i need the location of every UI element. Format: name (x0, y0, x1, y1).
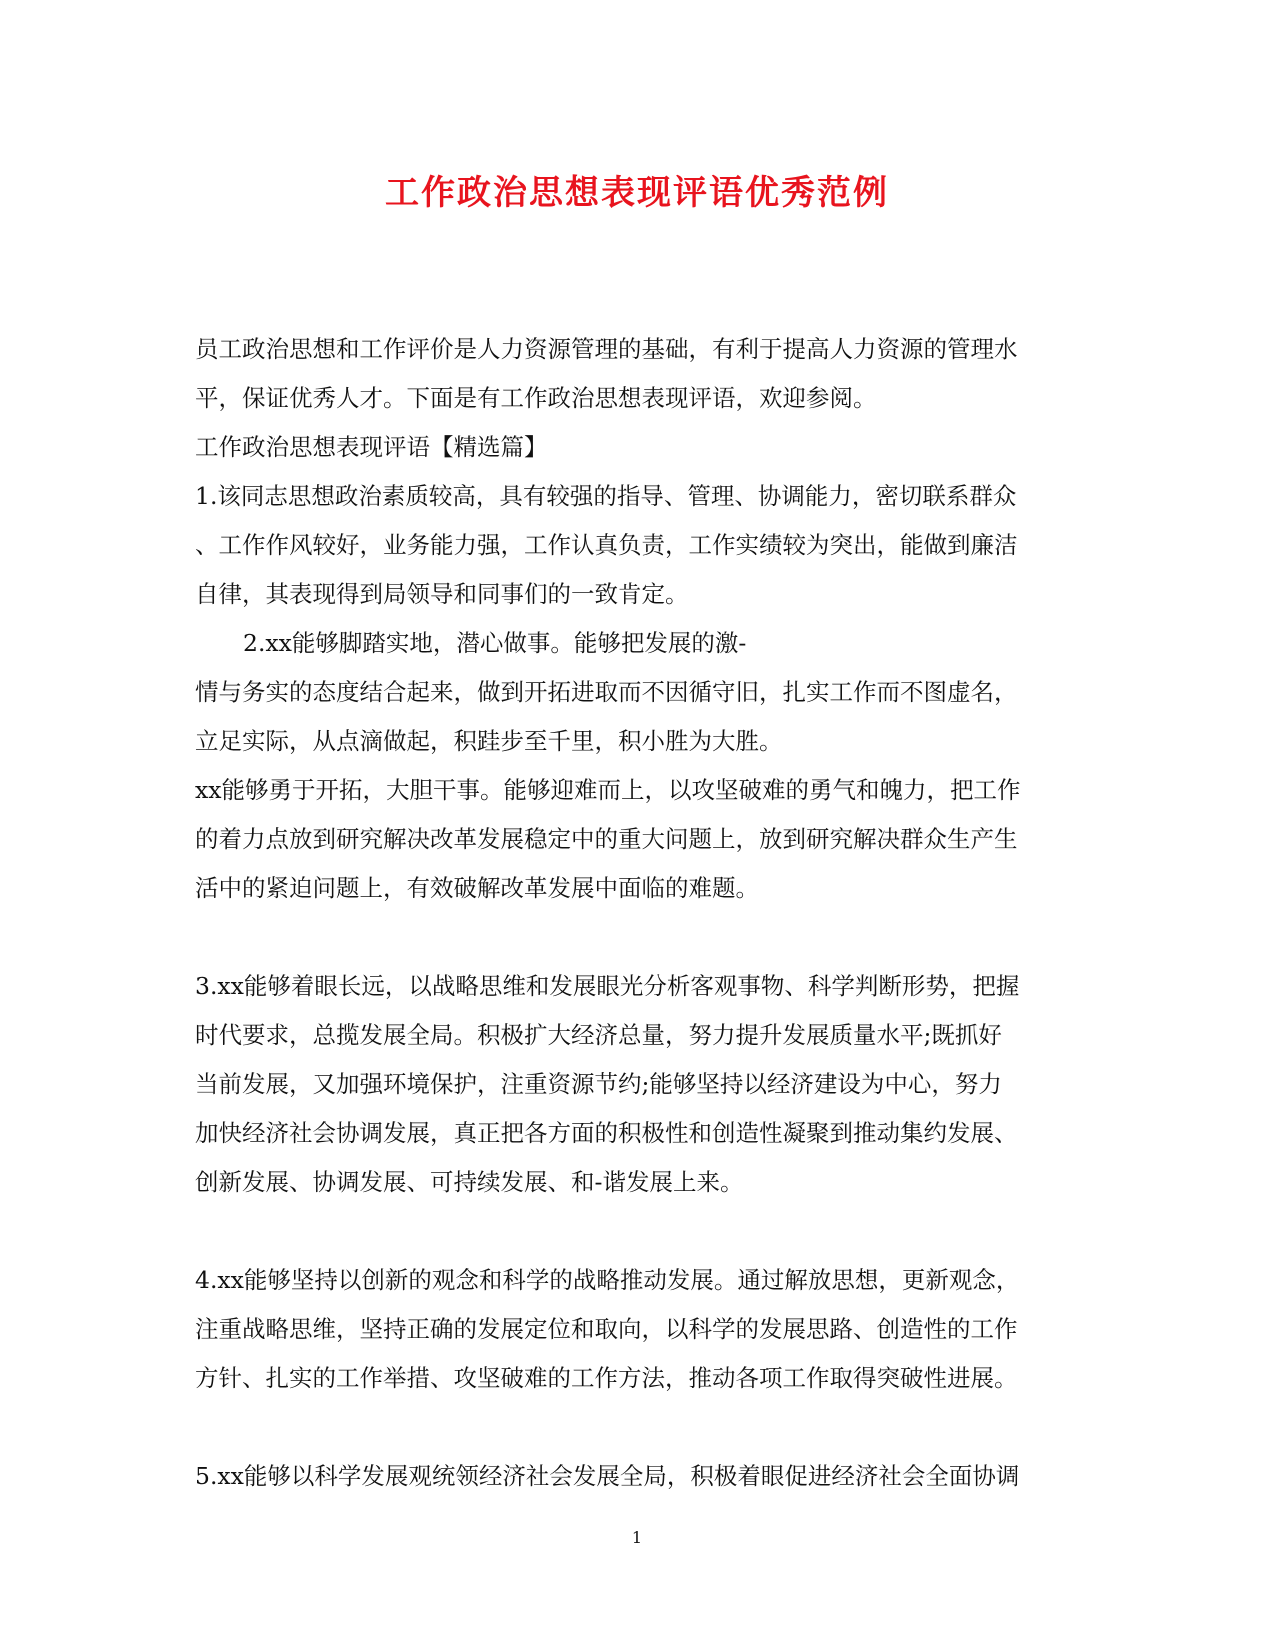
document-body (195, 325, 1075, 1501)
text-line: 3.xx能够着眼长远，以战略思维和发展眼光分析客观事物、科学判断形势，把握 (195, 972, 1020, 1000)
text-line: 工作政治思想表现评语【精选篇】 (195, 433, 548, 461)
page-number: 1 (631, 1528, 643, 1547)
text-line: 注重战略思维，坚持正确的发展定位和取向，以科学的发展思路、创造性的工作 (195, 1315, 1018, 1343)
text-line: 平，保证优秀人才。下面是有工作政治思想表现评语，欢迎参阅。 (195, 384, 877, 412)
text-line: 4.xx能够坚持以创新的观念和科学的战略推动发展。通过解放思想，更新观念， (195, 1266, 1020, 1294)
text-line: 活中的紧迫问题上，有效破解改革发展中面临的难题。 (195, 874, 759, 902)
text-line: xx能够勇于开拓，大胆干事。能够迎难而上，以攻坚破难的勇气和魄力，把工作 (195, 776, 1021, 804)
text-line: 2.xx能够脚踏实地，潜心做事。能够把发展的激- (243, 629, 747, 657)
text-line: 员工政治思想和工作评价是人力资源管理的基础，有利于提高人力资源的管理水 (195, 335, 1018, 363)
text-line: 自律，其表现得到局领导和同事们的一致肯定。 (195, 580, 689, 608)
paragraph-gap (195, 1207, 1075, 1256)
text-line: 方针、扎实的工作举措、攻坚破难的工作方法，推动各项工作取得突破性进展。 (195, 1364, 1018, 1392)
text-line: 时代要求，总揽发展全局。积极扩大经济总量，努力提升发展质量水平;既抓好 (195, 1021, 1002, 1049)
text-line: 的着力点放到研究解决改革发展稳定中的重大问题上，放到研究解决群众生产生 (195, 825, 1018, 853)
text-line: 创新发展、协调发展、可持续发展、和-谐发展上来。 (195, 1168, 744, 1196)
text-line: 当前发展，又加强环境保护，注重资源节约;能够坚持以经济建设为中心，努力 (195, 1070, 1002, 1098)
text-line: 1.该同志思想政治素质较高，具有较强的指导、管理、协调能力，密切联系群众 (195, 482, 1017, 510)
paragraph-gap (195, 913, 1075, 962)
text-line: 、工作作风较好，业务能力强，工作认真负责，工作实绩较为突出，能做到廉洁 (195, 531, 1018, 559)
text-line: 5.xx能够以科学发展观统领经济社会发展全局，积极着眼促进经济社会全面协调 (195, 1462, 1020, 1490)
text-line: 情与务实的态度结合起来，做到开拓进取而不因循守旧，扎实工作而不图虚名， (195, 678, 1018, 706)
document-title: 工作政治思想表现评语优秀范例 (385, 173, 889, 213)
paragraph-gap (195, 1403, 1075, 1452)
text-line: 立足实际，从点滴做起，积跬步至千里，积小胜为大胜。 (195, 727, 783, 755)
text-line: 加快经济社会协调发展，真正把各方面的积极性和创造性凝聚到推动集约发展、 (195, 1119, 1018, 1147)
